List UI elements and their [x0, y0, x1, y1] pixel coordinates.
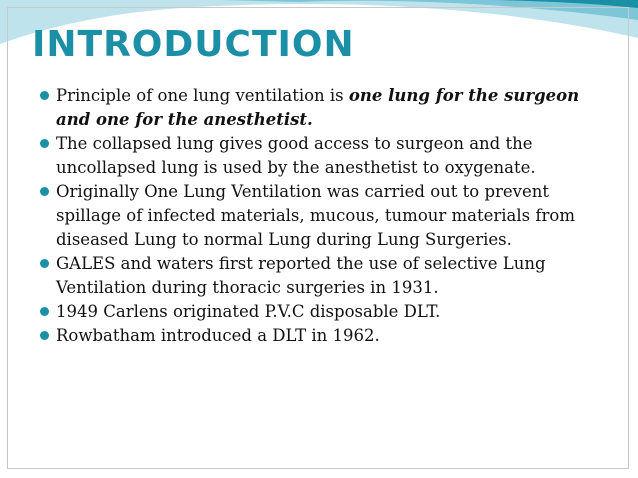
bullet-text: 1949 Carlens originated P.V.C disposable DLT.: [56, 302, 441, 321]
bullet-text: Rowbatham introduced a DLT in 1962.: [56, 326, 380, 345]
bullet-text: Originally One Lung Ventilation was carried out to prevent spillage of infected materials, mucous, tumour materials from diseased Lung to normal Lung during Lung Surgeries.: [56, 182, 575, 249]
bullet-emphasis: one lung for the surgeon and one for the anesthetist: [56, 86, 580, 129]
bullet-item: [40, 300, 592, 324]
bullet-text: Principle of one lung ventilation is: [56, 86, 349, 105]
slide-title: INTRODUCTION: [32, 24, 355, 65]
bullet-item: [40, 324, 592, 348]
bullet-item: [40, 252, 592, 300]
bullet-text: The collapsed lung gives good access to surgeon and the uncollapsed lung is used by the anesthetist to oxygenate.: [56, 134, 536, 177]
bullet-text: GALES and waters first reported the use of selective Lung Ventilation during thoracic surgeries in 1931.: [56, 254, 546, 297]
bullet-suffix: .: [307, 110, 313, 129]
bullet-list: [40, 84, 592, 348]
bullet-item: [40, 132, 592, 180]
bullet-item: [40, 84, 592, 132]
bullet-item: [40, 180, 592, 252]
